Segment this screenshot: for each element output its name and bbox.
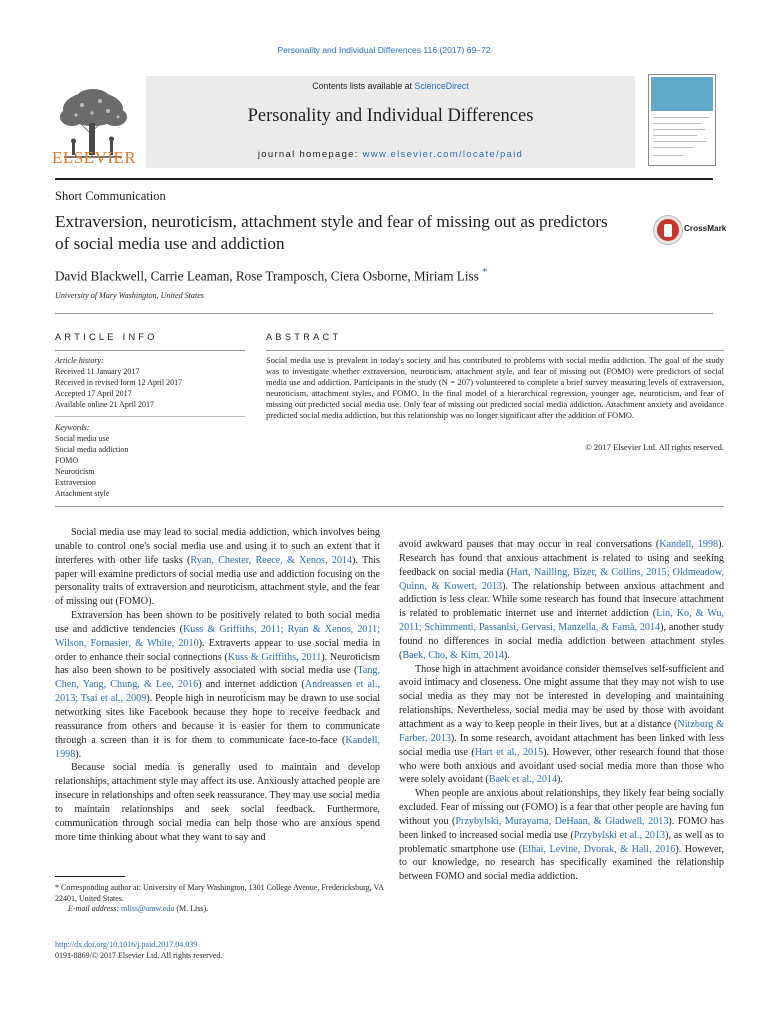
history-item: Received in revised form 12 April 2017	[55, 378, 183, 387]
citation-link[interactable]: Kuss & Griffiths, 2011	[227, 651, 322, 663]
footnote-mark: *	[55, 883, 59, 892]
citation-link[interactable]: Lin, Ko, & Wu, 2011; Schimmenti, Passanisi, Gervasi, Manzella, & Famà, 2014	[399, 608, 725, 634]
keywords-rule	[55, 416, 245, 417]
history-item: Accepted 17 April 2017	[55, 389, 132, 398]
corresponding-author-mark[interactable]: *	[482, 266, 488, 278]
citation-link[interactable]: Kandell, 1998	[55, 734, 380, 760]
issn-copyright: 0191-8869/© 2017 Elsevier Ltd. All rights reserved.	[55, 951, 223, 960]
citation-link[interactable]: Przybylski, Murayama, DeHaan, & Gladwell, 2013	[455, 815, 669, 827]
author-names: David Blackwell, Carrie Leaman, Rose Tramposch, Ciera Osborne, Miriam Liss	[55, 268, 479, 284]
journal-masthead	[146, 76, 635, 168]
citation-link[interactable]: Kuss & Griffiths, 2011; Ryan & Xenos, 2011; Wilson, Fornasier, & White, 2010	[55, 623, 381, 649]
abstract-copyright: © 2017 Elsevier Ltd. All rights reserved.	[585, 442, 724, 452]
keyword-item: Attachment style	[55, 489, 110, 498]
cover-line	[653, 155, 683, 156]
abstract-text: Social media use is prevalent in today's society and has contributed to problems with social media addiction. The goal of the study was to investigate whether extraversion, neuroticism, attachment style, and fear of missing out (FOMO) were predictors of social media use and addiction. Participants in the study (N = 207) volunteered to complete a brief survey measuring levels of extraversion, neuroticism, attachment styles, and FOMO. In the final model of a hierarchical regression, younger age, neuroticism, and fear of missing out predicted social media use. Only fear of missing out predicted social media addiction. Attachment anxiety and avoidance predicted social media addiction, but this relationship was no longer significant after the addition of FOMO.	[266, 355, 724, 421]
body-paragraph	[399, 538, 724, 663]
body-paragraph	[399, 787, 724, 884]
paragraph-text: ). FOMO has been linked to increased social media use (	[399, 815, 724, 841]
citation-link[interactable]: Tang, Chen, Yang, Chung, & Lee, 2016	[55, 665, 380, 691]
elsevier-wordmark: ELSEVIER	[52, 148, 137, 167]
cover-line	[653, 129, 705, 130]
homepage-prefix: journal homepage:	[257, 149, 363, 160]
article-history	[55, 355, 245, 410]
journal-title: Personality and Individual Differences	[247, 106, 534, 126]
paragraph-text: ) and internet addiction (	[198, 679, 305, 691]
paragraph-text: ).	[557, 774, 563, 786]
keyword-item: Social media addiction	[55, 445, 129, 454]
author-list	[55, 266, 488, 284]
paragraph-text: ). This paper will examine predictors of social media use and addiction focusing on the personality traits of extraversion and neuroticism, attachment style, and the fear of missing out (FOMO).	[55, 554, 380, 608]
paragraph-text: Those high in attachment avoidance consider themselves self-sufficient and avoid intimacy and closeness. One might assume that they may not wish to use social media as they may not be interested in developing and maintaining relationships. Nevertheless, social media may be used by those with avoidant attachment as a way to keep people in their lives, but at a distance (	[399, 663, 724, 730]
paragraph-text: ). People high in neuroticism may be drawn to use social networking sites like Facebook because they hope to receive feedback and reassurance from others and because it is easier for them to communicate through a screen than it is for them to communicate face-to-face (	[55, 693, 381, 746]
homepage-link[interactable]: www.elsevier.com/locate/paid	[362, 149, 524, 160]
footnote-text: Corresponding author at: University of Mary Washington, 1301 College Avenue, Fredericksburg, VA 22401, United States.	[55, 883, 384, 903]
cover-line	[653, 147, 693, 148]
paper-title: Extraversion, neuroticism, attachment style and fear of missing out as predictors of social media use and addiction	[55, 212, 608, 253]
cover-line	[653, 141, 707, 142]
article-info-rule	[55, 350, 245, 351]
corresponding-author-footnote	[55, 882, 385, 904]
history-label: Article history:	[55, 356, 104, 365]
history-item: Available online 21 April 2017	[55, 400, 154, 409]
citation-link[interactable]: Nitzburg & Farber, 2013	[399, 718, 724, 744]
paragraph-text: When people are anxious about relationships, they likely fear being socially excluded. Fear of missing out (FOMO) is a fear that other people are having fun without you (	[399, 788, 724, 827]
body-column-right	[399, 538, 724, 884]
affiliation: University of Mary Washington, United States	[55, 291, 204, 300]
paragraph-text: Extraversion has been shown to be positively related to both social media use and addictive tendencies (	[55, 610, 380, 635]
crossmark-badge[interactable]	[654, 216, 726, 244]
paragraph-text: avoid awkward pauses that may occur in real conversations (	[399, 539, 660, 550]
paragraph-text: ). However, to our knowledge, no research has specifically examined the relationship between FOMO and social media addiction.	[399, 843, 725, 883]
cover-band	[651, 77, 713, 111]
journal-reference[interactable]: Personality and Individual Differences 116 (2017) 69–72	[277, 45, 491, 55]
paragraph-text: ), another study found no differences in social media addiction between attachment styles (	[399, 622, 724, 661]
abstract-rule	[266, 350, 724, 351]
paragraph-text: ). In some research, avoidant attachment has been linked with less social media use (	[399, 732, 724, 758]
citation-link[interactable]: Baek, Cho, & Kim, 2014	[402, 649, 504, 661]
paragraph-text: ). However, other research found that those who were both anxious and avoidant used social media more than those who were solely avoidant (	[399, 746, 724, 786]
paragraph-text: ). The relationship between anxious attachment and addiction is less clear. While some research has found that insecure attachment is related to problematic internet use and internet addiction (	[399, 580, 725, 620]
keywords	[55, 422, 245, 499]
article-info-heading: ARTICLE INFO	[55, 332, 158, 342]
abstract-heading: ABSTRACT	[266, 332, 342, 342]
citation-link[interactable]: Hart et al., 2015	[474, 746, 544, 758]
email-link[interactable]: mliss@umw.edu	[121, 904, 175, 913]
keyword-item: Extraversion	[55, 478, 96, 487]
paragraph-text: ).	[75, 748, 82, 760]
info-rule	[55, 313, 713, 314]
paragraph-text: ). Research has found that anxious attachment is related to using and seeking feedback on social media (	[399, 539, 724, 578]
body-column-left	[55, 526, 380, 844]
cover-line	[653, 135, 697, 136]
contents-line	[146, 81, 635, 91]
body-paragraph	[55, 526, 380, 609]
history-item: Received 11 January 2017	[55, 367, 140, 376]
crossmark-icon	[654, 216, 682, 244]
crossmark-label: CrossMark	[684, 224, 727, 233]
body-paragraph	[55, 761, 380, 844]
abstract-bottom-rule	[55, 506, 724, 507]
section-type: Short Communication	[55, 189, 166, 203]
citation-link[interactable]: Baek et al., 2014	[488, 774, 558, 786]
paragraph-text: ), as well as to problematic smartphone use (	[399, 829, 724, 855]
footnote-email-line	[68, 904, 208, 913]
paragraph-text: Because social media is generally used to maintain and develop relationships, attachment style may affect its use. Anxiously attached people are insecure in relationships and often seek reassurance. They may use social media to maintain relationships and seek social feedback. Furthermore, communication through social media can help those who are anxious spend more time thinking about what they want to say and	[55, 762, 380, 843]
keyword-item: FOMO	[55, 456, 79, 465]
footnote-rule	[55, 876, 125, 877]
paragraph-text: ).	[503, 649, 510, 661]
cover-line	[653, 123, 701, 124]
citation-link[interactable]: Elhai, Levine, Dvorak, & Hall, 2016	[522, 843, 676, 855]
keywords-label: Keywords:	[55, 423, 90, 432]
citation-link[interactable]: Hart, Nailling, Bizer, & Collins, 2015; Oldmeadow, Quinn, & Kowert, 2013	[399, 566, 724, 592]
citation-link[interactable]: Przybylski et al., 2013	[573, 829, 666, 841]
contents-prefix: Contents lists available at	[312, 81, 415, 91]
paragraph-text: ). Extraverts appear to use social media in order to enhance their social connections (	[55, 637, 381, 663]
journal-cover-thumbnail[interactable]	[648, 74, 716, 166]
header-rule	[55, 178, 713, 180]
homepage-line	[146, 149, 635, 160]
citation-link[interactable]: Kandell, 1998	[659, 539, 719, 550]
paragraph-text: Social media use may lead to social media addiction, which involves being unable to control one's social media use and using it to such an extent that it interferes with other life tasks (	[55, 527, 380, 566]
keyword-item: Social media use	[55, 434, 110, 443]
sciencedirect-link[interactable]: ScienceDirect	[414, 81, 469, 91]
body-paragraph	[399, 663, 724, 788]
paragraph-text: ). Neuroticism has also been shown to be positively associated with social media use (	[55, 651, 380, 677]
citation-link[interactable]: Andreassen et al., 2013; Tsai et al., 2009	[55, 679, 380, 705]
body-paragraph	[55, 609, 380, 761]
doi-link[interactable]: http://dx.doi.org/10.1016/j.paid.2017.04.039	[55, 940, 198, 949]
email-suffix: (M. Liss).	[174, 904, 209, 913]
cover-line	[653, 117, 709, 118]
email-label: E-mail address:	[68, 904, 122, 913]
citation-link[interactable]: Ryan, Chester, Reece, & Xenos, 2014	[190, 554, 353, 566]
crossmark-bookmark-icon	[664, 224, 672, 237]
keyword-item: Neuroticism	[55, 467, 95, 476]
